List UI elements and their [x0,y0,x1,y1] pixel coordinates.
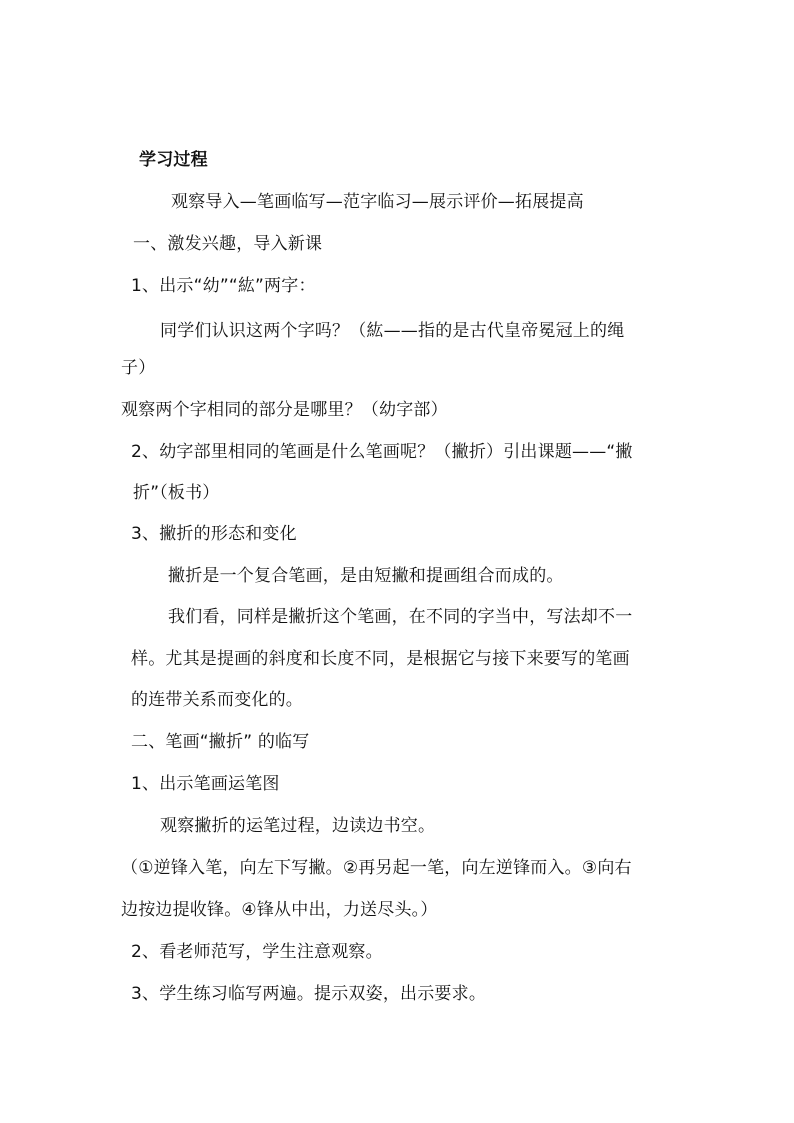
process-overview: 观察导入—笔画临写—范字临习—展示评价—拓展提高 [171,192,584,212]
section-heading: 学习过程 [139,150,208,170]
paragraph-line: 1、出示“幼”“紘”两字： [131,276,316,296]
paragraph-line: 子） [121,358,156,378]
paragraph-line: 样。尤其是提画的斜度和长度不同，是根据它与接下来要写的笔画 [131,649,630,669]
paragraph-line: 观察两个字相同的部分是哪里？（幼字部） [121,400,448,420]
paragraph-line: 观察撇折的运笔过程，边读边书空。 [160,816,436,836]
paragraph-line: 同学们认识这两个字吗？（紘——指的是古代皇帝冕冠上的绳 [160,321,625,341]
paragraph-line: 1、出示笔画运笔图 [131,774,280,794]
paragraph-line: 2、幼字部里相同的笔画是什么笔画呢？（撇折）引出课题——“撇 [131,442,633,462]
paragraph-line: 边按边提收锋。④锋从中出，力送尽头。） [121,900,438,920]
paragraph-line: 3、学生练习临写两遍。提示双姿，出示要求。 [131,984,487,1004]
paragraph-line: 折”（板书） [133,483,220,503]
part-two-title: 二、笔画“撇折” 的临写 [131,732,310,752]
paragraph-line: 2、看老师范写，学生注意观察。 [131,942,383,962]
paragraph-line: （①逆锋入笔，向左下写撇。②再另起一笔，向左逆锋而入。③向右 [121,858,632,878]
paragraph-line: 的连带关系而变化的。 [131,690,303,710]
paragraph-line: 我们看，同样是撇折这个笔画，在不同的字当中，写法却不一 [168,607,633,627]
paragraph-line: 3、撇折的形态和变化 [131,524,297,544]
paragraph-line: 撇折是一个复合笔画，是由短撇和提画组合而成的。 [168,566,564,586]
part-one-title: 一、激发兴趣，导入新课 [133,234,323,254]
